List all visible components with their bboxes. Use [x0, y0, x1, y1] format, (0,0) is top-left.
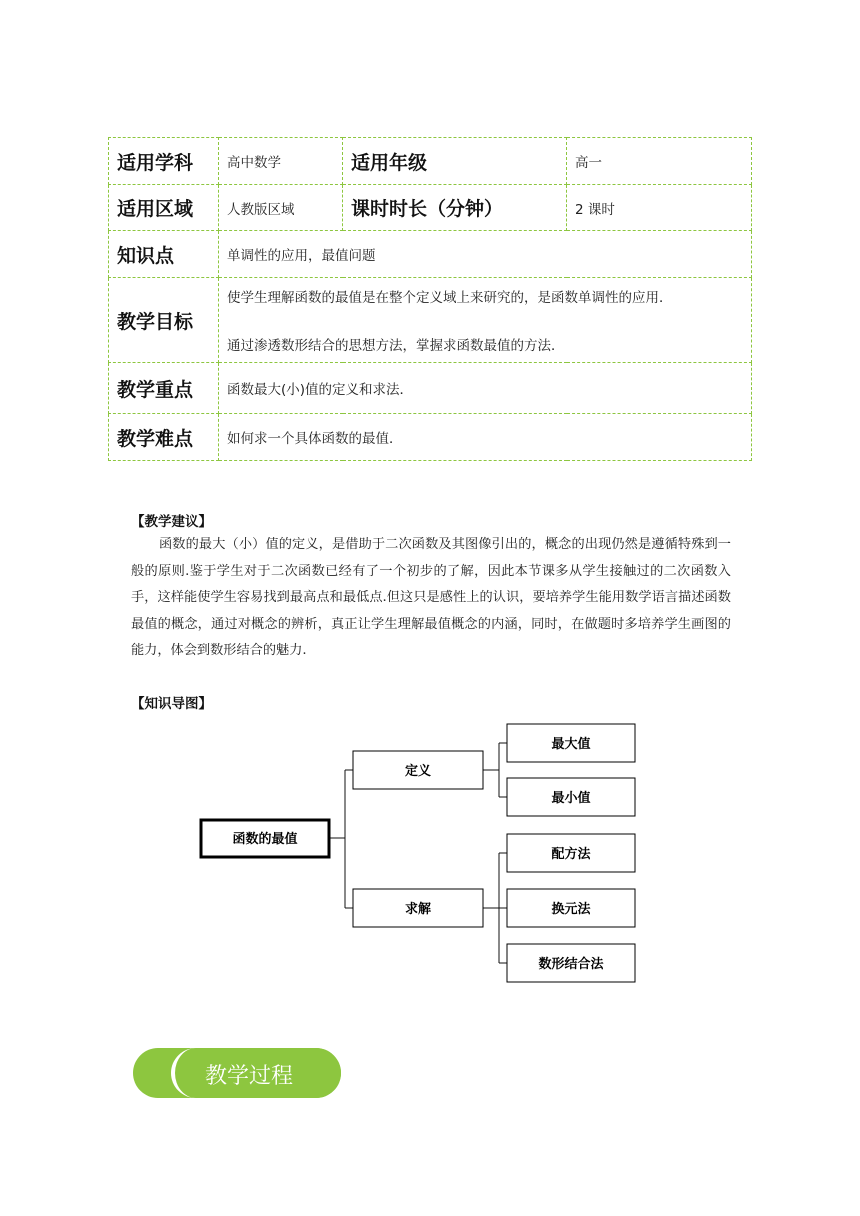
course-info-table [108, 137, 752, 461]
mindmap-node-max [507, 724, 635, 762]
mindmap-title: 【知识导图】 [131, 696, 212, 712]
knowledge-mindmap [195, 716, 640, 986]
mindmap-node-solution [353, 889, 483, 927]
min-label: 最小值 [551, 791, 591, 806]
objective-line-1: 使学生理解函数的最值是在整个定义域上来研究的，是函数单调性的应用． [227, 290, 673, 306]
process-banner [133, 1048, 341, 1098]
table-row [109, 138, 752, 185]
definition-label: 定义 [404, 764, 432, 779]
grade-label: 适用年级 [343, 138, 567, 185]
focus-value: 函数最大(小)值的定义和求法． [219, 363, 752, 414]
subject-value: 高中数学 [219, 138, 343, 185]
duration-value: 2 课时 [567, 185, 752, 231]
difficulty-value: 如何求一个具体函数的最值． [219, 414, 752, 461]
root-label: 函数的最值 [232, 832, 298, 847]
focus-label: 教学重点 [109, 363, 219, 414]
table-row [109, 278, 752, 363]
mindmap-node-definition [353, 751, 483, 789]
suggestion-title: 【教学建议】 [131, 514, 212, 530]
table-row [109, 414, 752, 461]
suggestion-body: 函数的最大（小）值的定义，是借助于二次函数及其图像引出的，概念的出现仍然是遵循特殊到一般的原则.鉴于学生对于二次函数已经有了一个初步的了解，因此本节课多从学生接触过的二次函数入手，这样能使学生容易找到最高点和最低点.但这只是感性上的认识，要培养学生能用数学语言描述函数最值的概念，通过对概念的辨析，真正让学生理解最值概念的内涵，同时，在做题时多培养学生画图的能力，体会到数形结合的魅力. [131, 537, 731, 658]
solution-label: 求解 [404, 902, 432, 917]
mindmap-root-node [201, 820, 329, 857]
mindmap-node-graphical [507, 944, 635, 982]
objective-label: 教学目标 [109, 278, 219, 363]
mindmap-node-completing-square [507, 834, 635, 872]
table-row [109, 231, 752, 278]
substitution-label: 换元法 [551, 902, 591, 917]
process-banner-label: 教学过程 [205, 1064, 294, 1089]
table-row [109, 363, 752, 414]
objective-value [219, 278, 752, 363]
knowledge-value: 单调性的应用，最值问题 [219, 231, 752, 278]
max-label: 最大值 [551, 737, 591, 752]
completing-square-label: 配方法 [551, 847, 591, 862]
region-label: 适用区域 [109, 185, 219, 231]
graphical-label: 数形结合法 [538, 957, 604, 972]
mindmap-node-min [507, 778, 635, 816]
grade-value: 高一 [567, 138, 752, 185]
knowledge-label: 知识点 [109, 231, 219, 278]
duration-label: 课时时长（分钟） [343, 185, 567, 231]
objective-line-2: 通过渗透数形结合的思想方法，掌握求函数最值的方法． [227, 338, 565, 354]
subject-label: 适用学科 [109, 138, 219, 185]
region-value: 人教版区域 [219, 185, 343, 231]
mindmap-node-substitution [507, 889, 635, 927]
table-row [109, 185, 752, 231]
difficulty-label: 教学难点 [109, 414, 219, 461]
